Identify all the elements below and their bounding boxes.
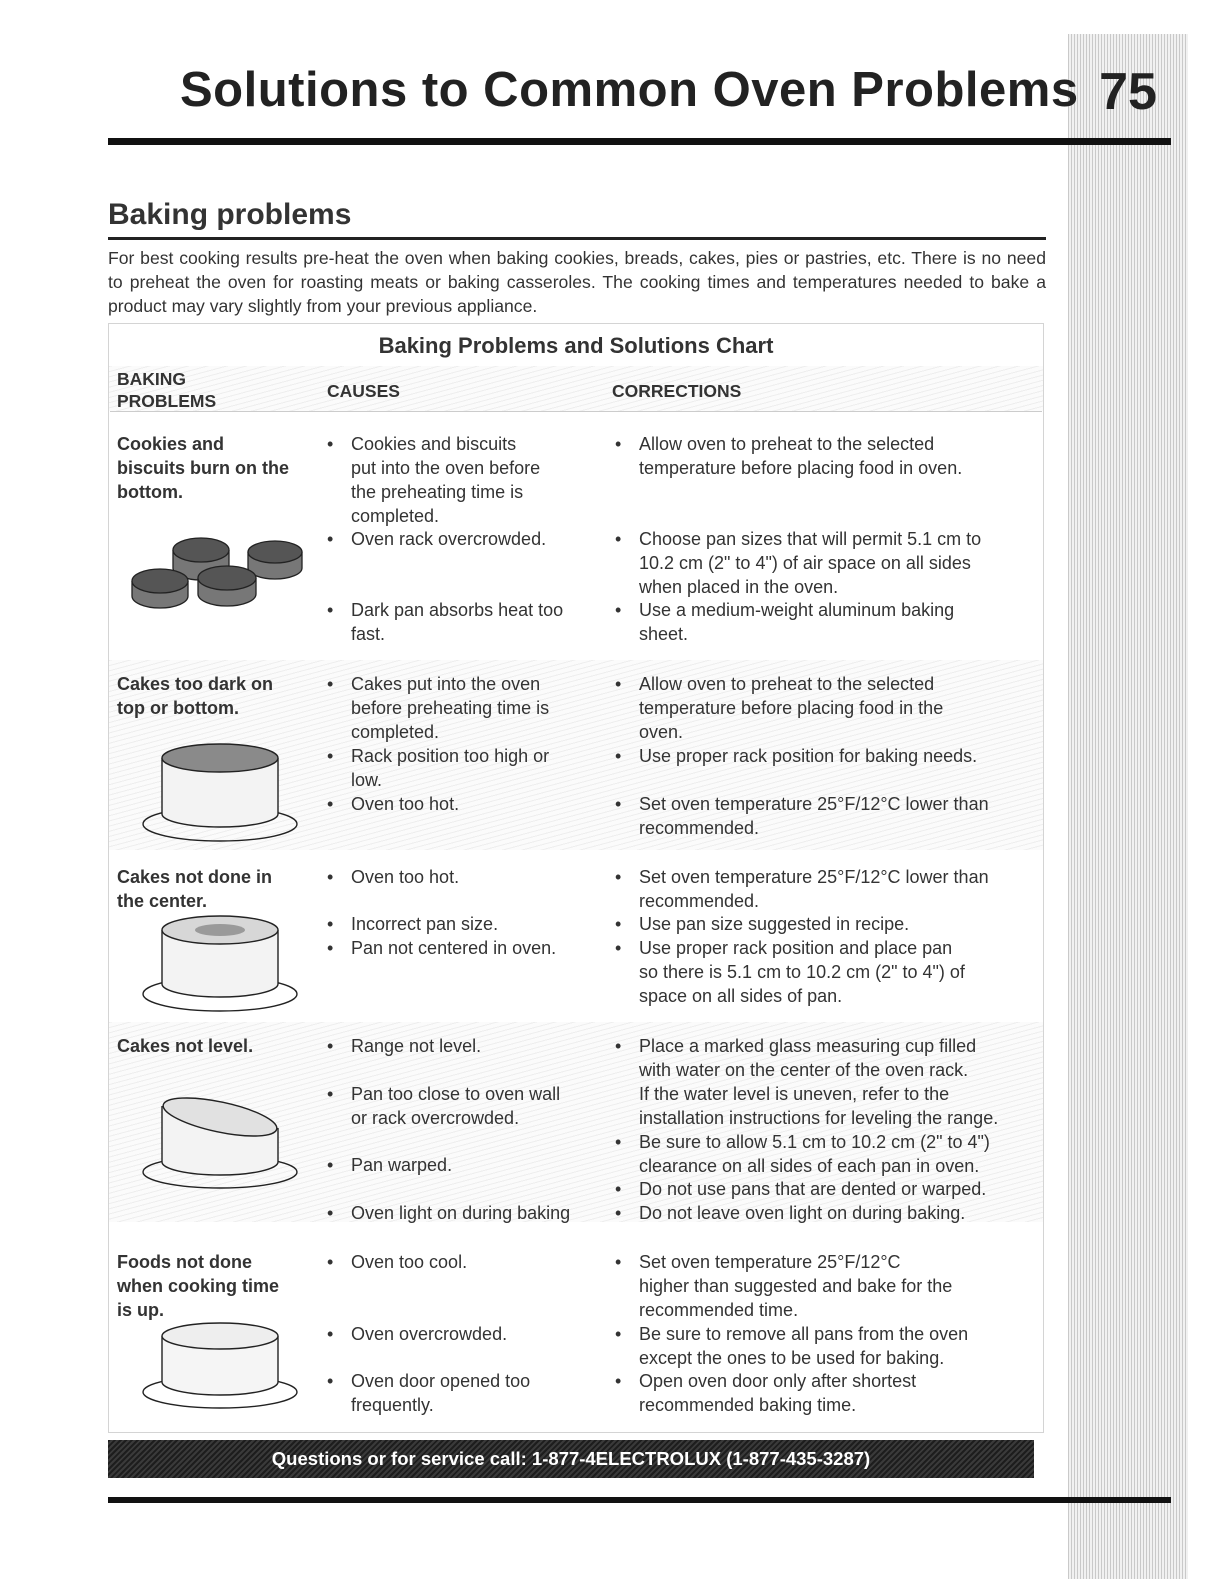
text-line: Use proper rack position for baking needs. [639,746,978,766]
problem-line: is up. [117,1300,165,1320]
section-title: Baking problems [108,198,352,231]
problem-cakes-too-dark [117,672,317,720]
cake-undone-illustration [140,908,300,1020]
header-problems-line1: BAKING [117,369,187,389]
cookies-illustration [130,518,305,613]
text-line: installation instructions for leveling the range. [639,1108,999,1128]
cause-item [327,672,601,744]
text-line: except the ones to be used for baking. [639,1348,945,1368]
text-line: so there is 5.1 cm to 10.2 cm (2" to 4") of [639,962,965,982]
text-line: Be sure to remove all pans from the oven [639,1324,969,1344]
header-corrections: CORRECTIONS [612,381,742,401]
text-line: sheet. [639,624,689,644]
cause-item [327,598,601,646]
text-line: Allow oven to preheat to the selected [639,434,935,454]
bullet: • [615,914,622,934]
text-line: Rack position too high or [351,746,550,766]
problem-line: Foods not done [117,1252,252,1272]
text-line: recommended time. [639,1300,799,1320]
food-undone-illustration [140,1318,300,1418]
bullet: • [327,1324,334,1344]
cause-item [327,527,601,551]
correction-item [615,865,1039,913]
bullet: • [327,1036,334,1056]
cookie-4 [198,566,256,606]
problem-line: Cakes too dark on [117,674,274,694]
bullet: • [327,434,334,454]
text-line: recommended. [639,891,760,911]
correction-item [615,432,1039,480]
text-line: or rack overcrowded. [351,1108,520,1128]
correction-item [615,1369,1039,1417]
bullet: • [327,529,334,549]
bullet: • [615,1371,622,1391]
problem-line: bottom. [117,482,183,502]
problem-foods-not-done [117,1250,317,1322]
bullet: • [327,600,334,620]
correction-item [615,936,1039,1008]
bullet: • [327,674,334,694]
text-line: Do not leave oven light on during baking. [639,1203,966,1223]
bullet: • [327,1252,334,1272]
problem-line: the center. [117,891,208,911]
text-line: higher than suggested and bake for the [639,1276,953,1296]
text-line: frequently. [351,1395,434,1415]
text-line: If the water level is uneven, refer to the [639,1084,950,1104]
text-line: temperature before placing food in the [639,698,944,718]
text-line: Oven rack overcrowded. [351,529,547,549]
correction-item [615,598,1039,646]
cake-dark-illustration [140,736,300,848]
text-line: Choose pan sizes that will permit 5.1 cm to [639,529,982,549]
header-rule [110,411,1042,412]
cookie-3 [132,569,188,608]
header-problems [117,368,216,412]
problem-line: Cakes not done in [117,867,273,887]
problem-line: top or bottom. [117,698,239,718]
section-rule [108,237,1046,240]
correction-item [615,912,1039,936]
correction-item [615,1034,1039,1130]
correction-item [615,1130,1039,1178]
bullet: • [327,746,334,766]
correction-item [615,1201,1039,1225]
text-line: Pan not centered in oven. [351,938,557,958]
chart-title: Baking Problems and Solutions Chart [378,333,774,358]
text-line: Oven door opened too [351,1371,531,1391]
cause-item [327,1082,601,1130]
text-line: Oven light on during baking [351,1203,571,1223]
cake-tilted-illustration [140,1090,300,1195]
bullet: • [327,1084,334,1104]
text-line: Range not level. [351,1036,482,1056]
problem-line: Cakes not level. [117,1036,254,1056]
bullet: • [327,1155,334,1175]
text-line: fast. [351,624,386,644]
bullet: • [615,867,622,887]
page-title: Solutions to Common Oven Problems [180,63,1079,117]
text-line: Be sure to allow 5.1 cm to 10.2 cm (2" to 4") [639,1132,990,1152]
bullet: • [615,434,622,454]
text-line: Set oven temperature 25°F/12°C lower than [639,867,989,887]
problem-cakes-not-level [117,1034,317,1058]
text-line: the preheating time is [351,482,524,502]
bullet: • [615,1324,622,1344]
text-line: recommended baking time. [639,1395,857,1415]
cause-item [327,744,601,792]
bullet: • [327,794,334,814]
correction-item [615,527,1039,599]
text-line: Set oven temperature 25°F/12°C [639,1252,901,1272]
text-line: completed. [351,506,440,526]
header-problems-line2: PROBLEMS [117,391,217,411]
bullet: • [615,600,622,620]
correction-item [615,1250,1039,1322]
text-line: Oven too cool. [351,1252,468,1272]
bullet: • [327,1371,334,1391]
bottom-rule [108,1497,1171,1503]
bullet: • [615,746,622,766]
text-line: Oven too hot. [351,794,460,814]
text-line: before preheating time is [351,698,550,718]
cause-item [327,1153,601,1177]
top-rule [108,138,1171,145]
correction-item [615,744,1039,768]
correction-item [615,1177,1039,1201]
cause-item [327,865,601,889]
text-line: Cakes put into the oven [351,674,541,694]
text-line: temperature before placing food in oven. [639,458,963,478]
bullet: • [615,1179,622,1199]
intro-paragraph: For best cooking results pre-heat the oven when baking cookies, breads, cakes, pies or pastries, etc. There is no need to preheat the oven for roasting meats or baking casseroles. The cooking times and temperatures needed to bake a product may vary slightly from your previous appliance. [108,248,1046,316]
bullet: • [615,1203,622,1223]
cause-item [327,1034,601,1058]
bullet: • [615,529,622,549]
cause-item [327,1201,601,1225]
text-line: Place a marked glass measuring cup filled [639,1036,977,1056]
correction-item [615,792,1039,840]
cause-item [327,1369,601,1417]
cause-item [327,432,601,528]
text-line: Cookies and biscuits [351,434,517,454]
text-line: Oven too hot. [351,867,460,887]
header-causes: CAUSES [327,381,400,401]
side-tab-strip [1068,34,1188,1579]
cookie-2 [248,541,302,579]
bullet: • [615,674,622,694]
text-line: Allow oven to preheat to the selected [639,674,935,694]
text-line: Pan warped. [351,1155,453,1175]
cause-item [327,936,601,960]
service-call-banner: Questions or for service call: 1-877-4ELECTROLUX (1-877-435-3287) [108,1440,1034,1478]
problem-line: biscuits burn on the [117,458,290,478]
cause-item [327,1250,601,1274]
text-line: Do not use pans that are dented or warped. [639,1179,987,1199]
text-line: space on all sides of pan. [639,986,843,1006]
problem-line: when cooking time [117,1276,280,1296]
text-line: Use a medium-weight aluminum baking [639,600,955,620]
problem-cookies-burn [117,432,317,504]
correction-item [615,672,1039,744]
text-line: oven. [639,722,684,742]
bullet: • [615,1132,622,1152]
bullet: • [615,938,622,958]
text-line: low. [351,770,383,790]
text-line: Use proper rack position and place pan [639,938,953,958]
text-line: 10.2 cm (2" to 4") of air space on all sides [639,553,971,573]
cause-item [327,792,601,816]
cause-item [327,912,601,936]
text-line: Set oven temperature 25°F/12°C lower than [639,794,989,814]
problem-line: Cookies and [117,434,225,454]
text-line: with water on the center of the oven rack. [639,1060,969,1080]
text-line: Dark pan absorbs heat too [351,600,564,620]
problem-cakes-not-done [117,865,317,913]
bullet: • [327,914,334,934]
text-line: completed. [351,722,440,742]
page-number: 75 [1099,63,1157,121]
text-line: Oven overcrowded. [351,1324,508,1344]
text-line: Pan too close to oven wall [351,1084,561,1104]
text-line: Use pan size suggested in recipe. [639,914,910,934]
bullet: • [615,1036,622,1056]
text-line: when placed in the oven. [639,577,839,597]
bullet: • [327,938,334,958]
text-line: Open oven door only after shortest [639,1371,917,1391]
text-line: clearance on all sides of each pan in oven. [639,1156,980,1176]
text-line: Incorrect pan size. [351,914,499,934]
correction-item [615,1322,1039,1370]
text-line: recommended. [639,818,760,838]
bullet: • [327,867,334,887]
text-line: put into the oven before [351,458,541,478]
bullet: • [615,794,622,814]
cause-item [327,1322,601,1346]
bullet: • [327,1203,334,1223]
bullet: • [615,1252,622,1272]
